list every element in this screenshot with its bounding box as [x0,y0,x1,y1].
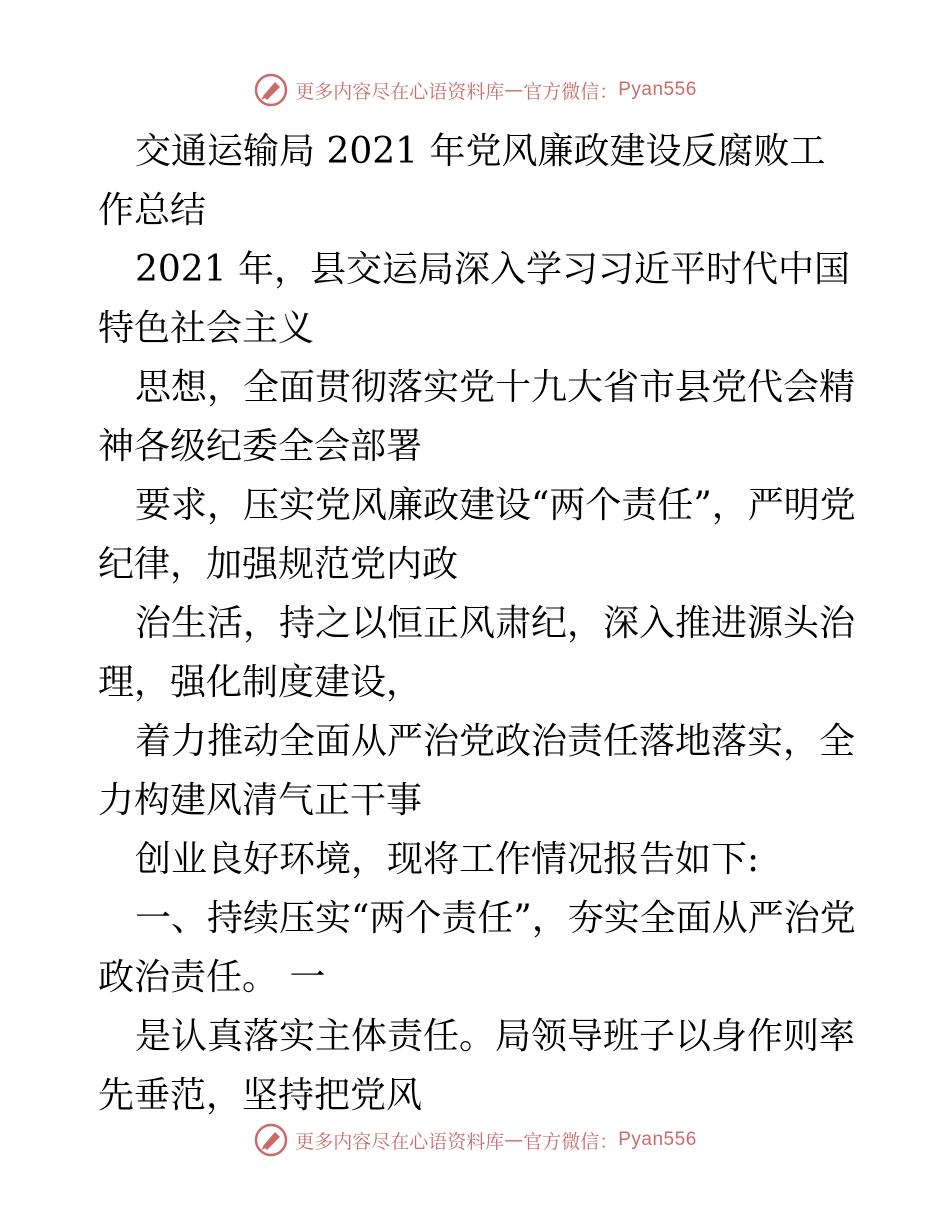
watermark-suffix: 官方微信： [523,1130,619,1153]
watermark-suffix: 官方微信： [523,80,619,103]
watermark-separator: — [504,79,524,101]
watermark-text: 更多内容尽在心语资料库 [295,80,505,103]
watermark-banner-top [0,70,950,110]
document-title: 交通运输局 2021 年党风廉政建设反腐败工作总结 [98,131,826,231]
document-body [98,122,858,1125]
paragraph: 是认真落实主体责任。局领导班子以身作则率先垂范，坚持把党风 [98,1016,856,1116]
watermark-wechat-id: Pyan556 [618,1129,697,1150]
watermark-wechat-id: Pyan556 [618,79,697,100]
paragraph: 治生活，持之以恒正风肃纪，深入推进源头治理，强化制度建设， [98,603,856,703]
paragraph: 创业良好环境，现将工作情况报告如下: [135,839,760,880]
watermark-banner-bottom [0,1120,950,1160]
paragraph: 2021 年，县交运局深入学习习近平时代中国特色社会主义 [98,249,851,349]
paragraph: 要求，压实党风廉政建设“两个责任”，严明党纪律，加强规范党内政 [98,485,856,585]
paragraph: 着力推动全面从严治党政治责任落地落实，全力构建风清气正干事 [98,721,856,821]
watermark-separator: — [504,1129,524,1151]
pen-nib-circle-icon [253,1122,289,1158]
watermark-text: 更多内容尽在心语资料库 [295,1130,505,1153]
section-heading: 一、持续压实“两个责任”，夯实全面从严治党政治责任。 一 [98,898,856,998]
paragraph: 思想，全面贯彻落实党十九大省市县党代会精神各级纪委全会部署 [98,367,856,467]
pen-nib-circle-icon [253,72,289,108]
